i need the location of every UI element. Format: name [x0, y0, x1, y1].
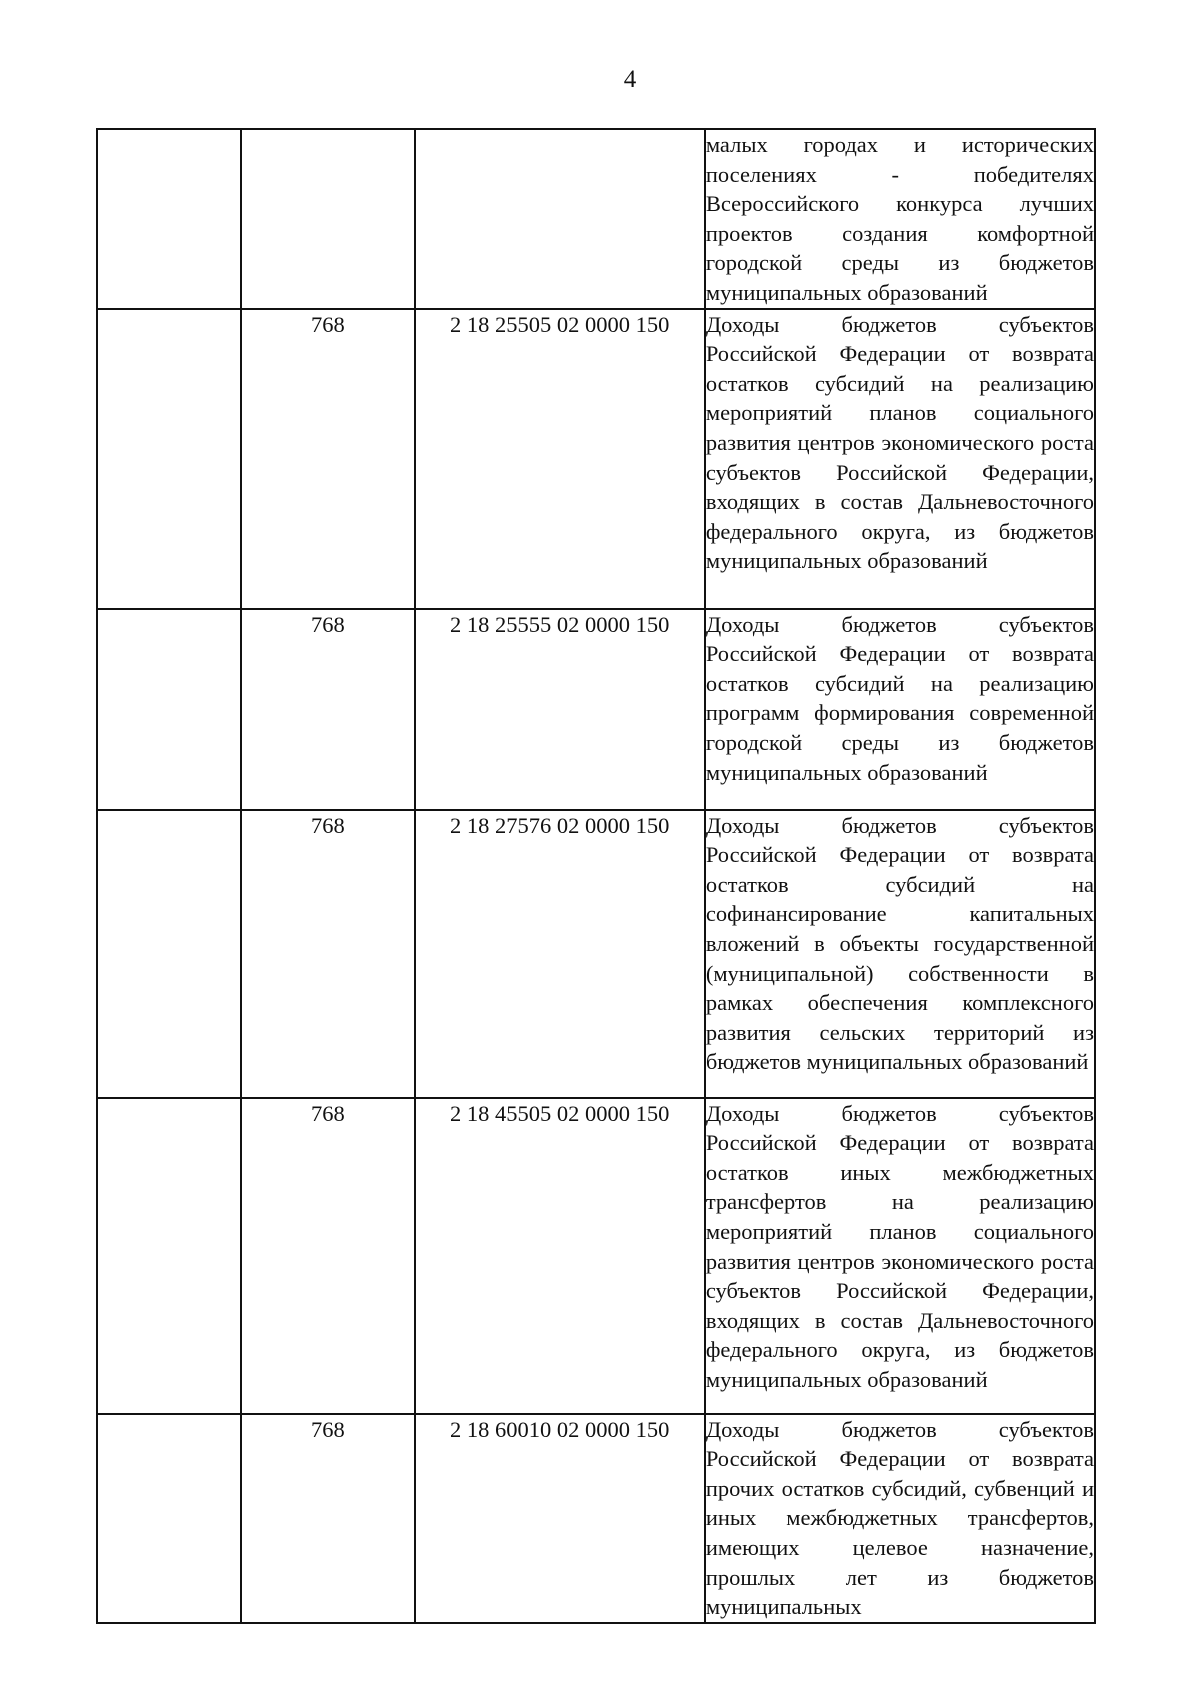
kbk-code-cell	[415, 129, 705, 309]
empty-cell	[97, 810, 241, 1098]
admin-code-cell	[241, 129, 414, 309]
admin-code-cell: 768	[241, 309, 414, 609]
kbk-code-cell: 2 18 25505 02 0000 150	[415, 309, 705, 609]
empty-cell	[97, 1414, 241, 1623]
table-row	[97, 129, 1095, 309]
empty-cell	[97, 129, 241, 309]
kbk-code-cell: 2 18 60010 02 0000 150	[415, 1414, 705, 1623]
description-cell: Доходы бюджетов субъектов Российской Федерации от возврата остатков субсидий на реализацию программ формирования современной городской среды из бюджетов муниципальных образований	[705, 609, 1095, 810]
table-row	[97, 309, 1095, 609]
empty-cell	[97, 309, 241, 609]
description-cell: Доходы бюджетов субъектов Российской Федерации от возврата остатков иных межбюджетных трансфертов на реализацию мероприятий планов социального развития центров экономического роста субъектов Российской Федерации, входящих в состав Дальневосточного федерального округа, из бюджетов муниципальных образований	[705, 1098, 1095, 1414]
empty-cell	[97, 609, 241, 810]
budget-codes-table	[96, 128, 1096, 1624]
kbk-code-cell: 2 18 45505 02 0000 150	[415, 1098, 705, 1414]
admin-code-cell: 768	[241, 810, 414, 1098]
kbk-code-cell: 2 18 27576 02 0000 150	[415, 810, 705, 1098]
description-cell: малых городах и исторических поселениях - победителях Всероссийского конкурса лучших проектов создания комфортной городской среды из бюджетов муниципальных образований	[705, 129, 1095, 309]
table-row	[97, 1414, 1095, 1623]
description-cell: Доходы бюджетов субъектов Российской Федерации от возврата остатков субсидий на софинансирование капитальных вложений в объекты государственной (муниципальной) собственности в рамках обеспечения комплексного развития сельских территорий из бюджетов муниципальных образований	[705, 810, 1095, 1098]
table-row	[97, 810, 1095, 1098]
description-cell: Доходы бюджетов субъектов Российской Федерации от возврата прочих остатков субсидий, субвенций и иных межбюджетных трансфертов, имеющих целевое назначение, прошлых лет из бюджетов муниципальных	[705, 1414, 1095, 1623]
admin-code-cell: 768	[241, 1098, 414, 1414]
page-number: 4	[623, 66, 637, 93]
admin-code-cell: 768	[241, 1414, 414, 1623]
table-row	[97, 1098, 1095, 1414]
kbk-code-cell: 2 18 25555 02 0000 150	[415, 609, 705, 810]
description-cell: Доходы бюджетов субъектов Российской Федерации от возврата остатков субсидий на реализацию мероприятий планов социального развития центров экономического роста субъектов Российской Федерации, входящих в состав Дальневосточного федерального округа, из бюджетов муниципальных образований	[705, 309, 1095, 609]
empty-cell	[97, 1098, 241, 1414]
table-row	[97, 609, 1095, 810]
admin-code-cell: 768	[241, 609, 414, 810]
